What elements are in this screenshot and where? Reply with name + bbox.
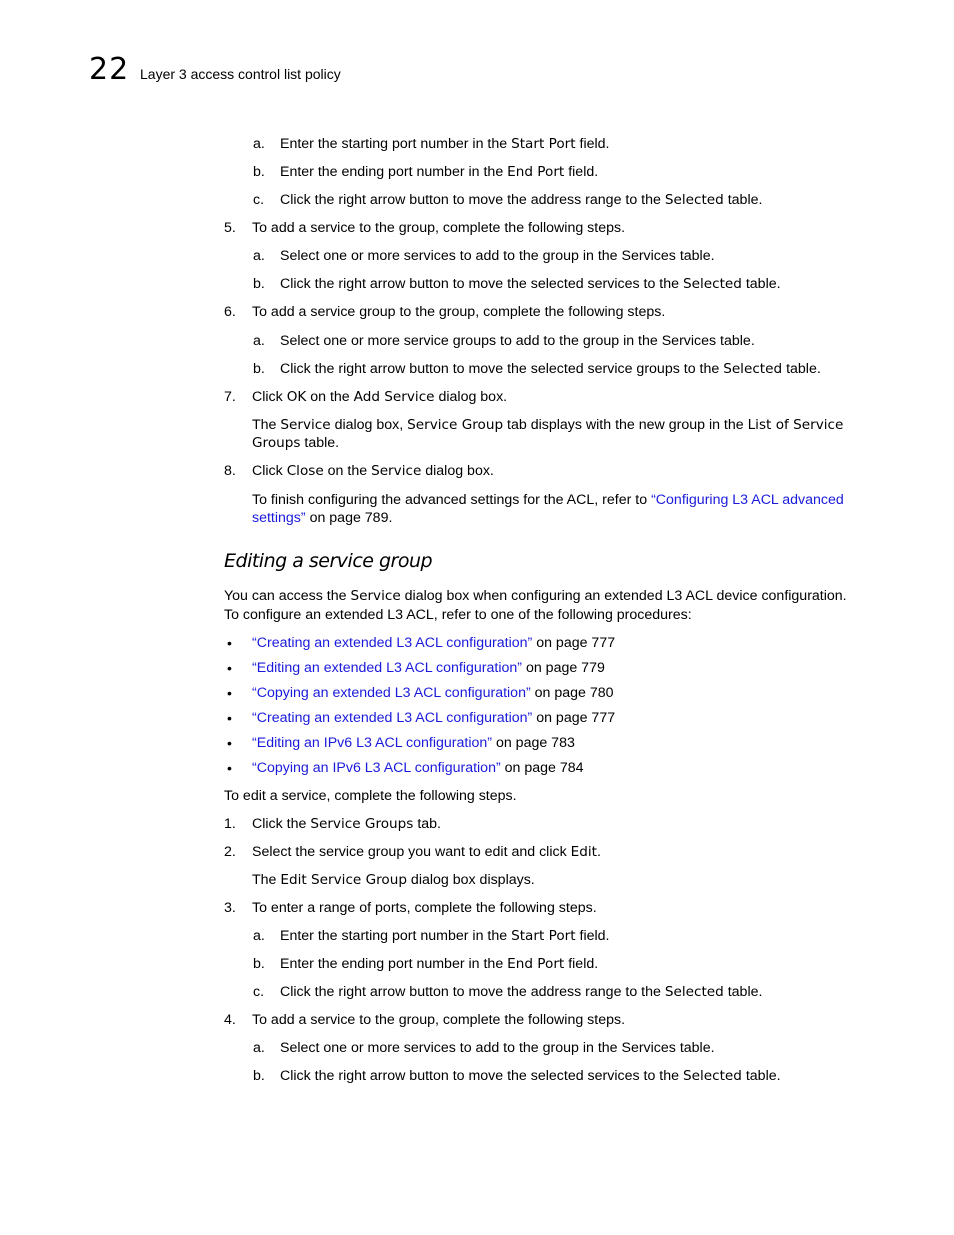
section-heading: Editing a service group xyxy=(224,550,433,572)
bullet: • xyxy=(227,735,232,751)
list-marker: c. xyxy=(253,984,265,1000)
cross-reference-link[interactable]: settings” xyxy=(252,510,306,526)
cross-reference-link[interactable]: “Creating an extended L3 ACL configuration” xyxy=(252,710,533,726)
list-item: Enter the starting port number in the Start Port field. xyxy=(280,928,610,944)
cross-reference-link[interactable]: “Editing an extended L3 ACL configuration” xyxy=(252,660,523,676)
list-item: “Copying an extended L3 ACL configuration” on page 780 xyxy=(252,685,614,701)
list-marker: c. xyxy=(253,192,265,208)
list-item: Enter the starting port number in the Start Port field. xyxy=(280,136,610,152)
list-marker: b. xyxy=(253,956,265,972)
list-item: Click the right arrow button to move the selected services to the Selected table. xyxy=(280,276,781,292)
step-number: 1. xyxy=(224,816,236,832)
step-text: To enter a range of ports, complete the following steps. xyxy=(252,900,597,916)
step-text: Click Close on the Service dialog box. xyxy=(252,463,494,479)
list-item: Enter the ending port number in the End Port field. xyxy=(280,956,599,972)
list-item: “Creating an extended L3 ACL configuration” on page 777 xyxy=(252,635,616,651)
paragraph: To edit a service, complete the following steps. xyxy=(224,788,517,804)
chapter-title: Layer 3 access control list policy xyxy=(140,66,341,82)
list-marker: a. xyxy=(253,1040,265,1056)
step-number: 2. xyxy=(224,844,236,860)
step-number: 3. xyxy=(224,900,236,916)
cross-reference-link[interactable]: “Configuring L3 ACL advanced xyxy=(651,492,844,508)
bullet: • xyxy=(227,710,232,726)
step-number: 5. xyxy=(224,220,236,236)
step-text: Click OK on the Add Service dialog box. xyxy=(252,389,508,405)
list-item: “Creating an extended L3 ACL configuration” on page 777 xyxy=(252,710,616,726)
step-text: Click the Service Groups tab. xyxy=(252,816,441,832)
step-number: 8. xyxy=(224,463,236,479)
list-item: “Editing an IPv6 L3 ACL configuration” on page 783 xyxy=(252,735,575,751)
list-marker: a. xyxy=(253,928,265,944)
step-note: settings” on page 789. xyxy=(252,510,393,526)
list-item: Click the right arrow button to move the selected service groups to the Selected table. xyxy=(280,361,821,377)
bullet: • xyxy=(227,635,232,651)
list-item: Select one or more service groups to add to the group in the Services table. xyxy=(280,333,755,349)
step-text: Select the service group you want to edit and click Edit. xyxy=(252,844,601,860)
paragraph: To configure an extended L3 ACL, refer to one of the following procedures: xyxy=(224,607,692,623)
list-marker: a. xyxy=(253,333,265,349)
cross-reference-link[interactable]: “Creating an extended L3 ACL configuration” xyxy=(252,635,533,651)
list-marker: b. xyxy=(253,361,265,377)
list-item: “Copying an IPv6 L3 ACL configuration” on page 784 xyxy=(252,760,584,776)
step-note: The Service dialog box, Service Group tab displays with the new group in the List of Service xyxy=(252,417,844,433)
list-item: Enter the ending port number in the End Port field. xyxy=(280,164,599,180)
step-text: To add a service to the group, complete the following steps. xyxy=(252,1012,626,1028)
cross-reference-link[interactable]: “Copying an IPv6 L3 ACL configuration” xyxy=(252,760,501,776)
step-note: Groups table. xyxy=(252,435,340,451)
step-text: To add a service to the group, complete the following steps. xyxy=(252,220,626,236)
chapter-number: 22 xyxy=(89,52,130,87)
list-marker: b. xyxy=(253,164,265,180)
list-item: Click the right arrow button to move the address range to the Selected table. xyxy=(280,984,763,1000)
list-marker: a. xyxy=(253,248,265,264)
list-item: Select one or more services to add to the group in the Services table. xyxy=(280,1040,715,1056)
bullet: • xyxy=(227,660,232,676)
step-note: The Edit Service Group dialog box displays. xyxy=(252,872,535,888)
cross-reference-link[interactable]: “Copying an extended L3 ACL configuration” xyxy=(252,685,531,701)
step-number: 4. xyxy=(224,1012,236,1028)
step-note: To finish configuring the advanced settings for the ACL, refer to “Configuring L3 ACL advanced xyxy=(252,492,844,508)
list-item: Click the right arrow button to move the selected services to the Selected table. xyxy=(280,1068,781,1084)
paragraph: You can access the Service dialog box when configuring an extended L3 ACL device configuration. xyxy=(224,588,847,604)
step-number: 7. xyxy=(224,389,236,405)
list-marker: b. xyxy=(253,1068,265,1084)
step-number: 6. xyxy=(224,304,236,320)
list-item: Select one or more services to add to the group in the Services table. xyxy=(280,248,715,264)
bullet: • xyxy=(227,760,232,776)
step-text: To add a service group to the group, complete the following steps. xyxy=(252,304,666,320)
cross-reference-link[interactable]: “Editing an IPv6 L3 ACL configuration” xyxy=(252,735,493,751)
list-marker: a. xyxy=(253,136,265,152)
list-item: “Editing an extended L3 ACL configuration” on page 779 xyxy=(252,660,605,676)
list-marker: b. xyxy=(253,276,265,292)
list-item: Click the right arrow button to move the address range to the Selected table. xyxy=(280,192,763,208)
bullet: • xyxy=(227,685,232,701)
